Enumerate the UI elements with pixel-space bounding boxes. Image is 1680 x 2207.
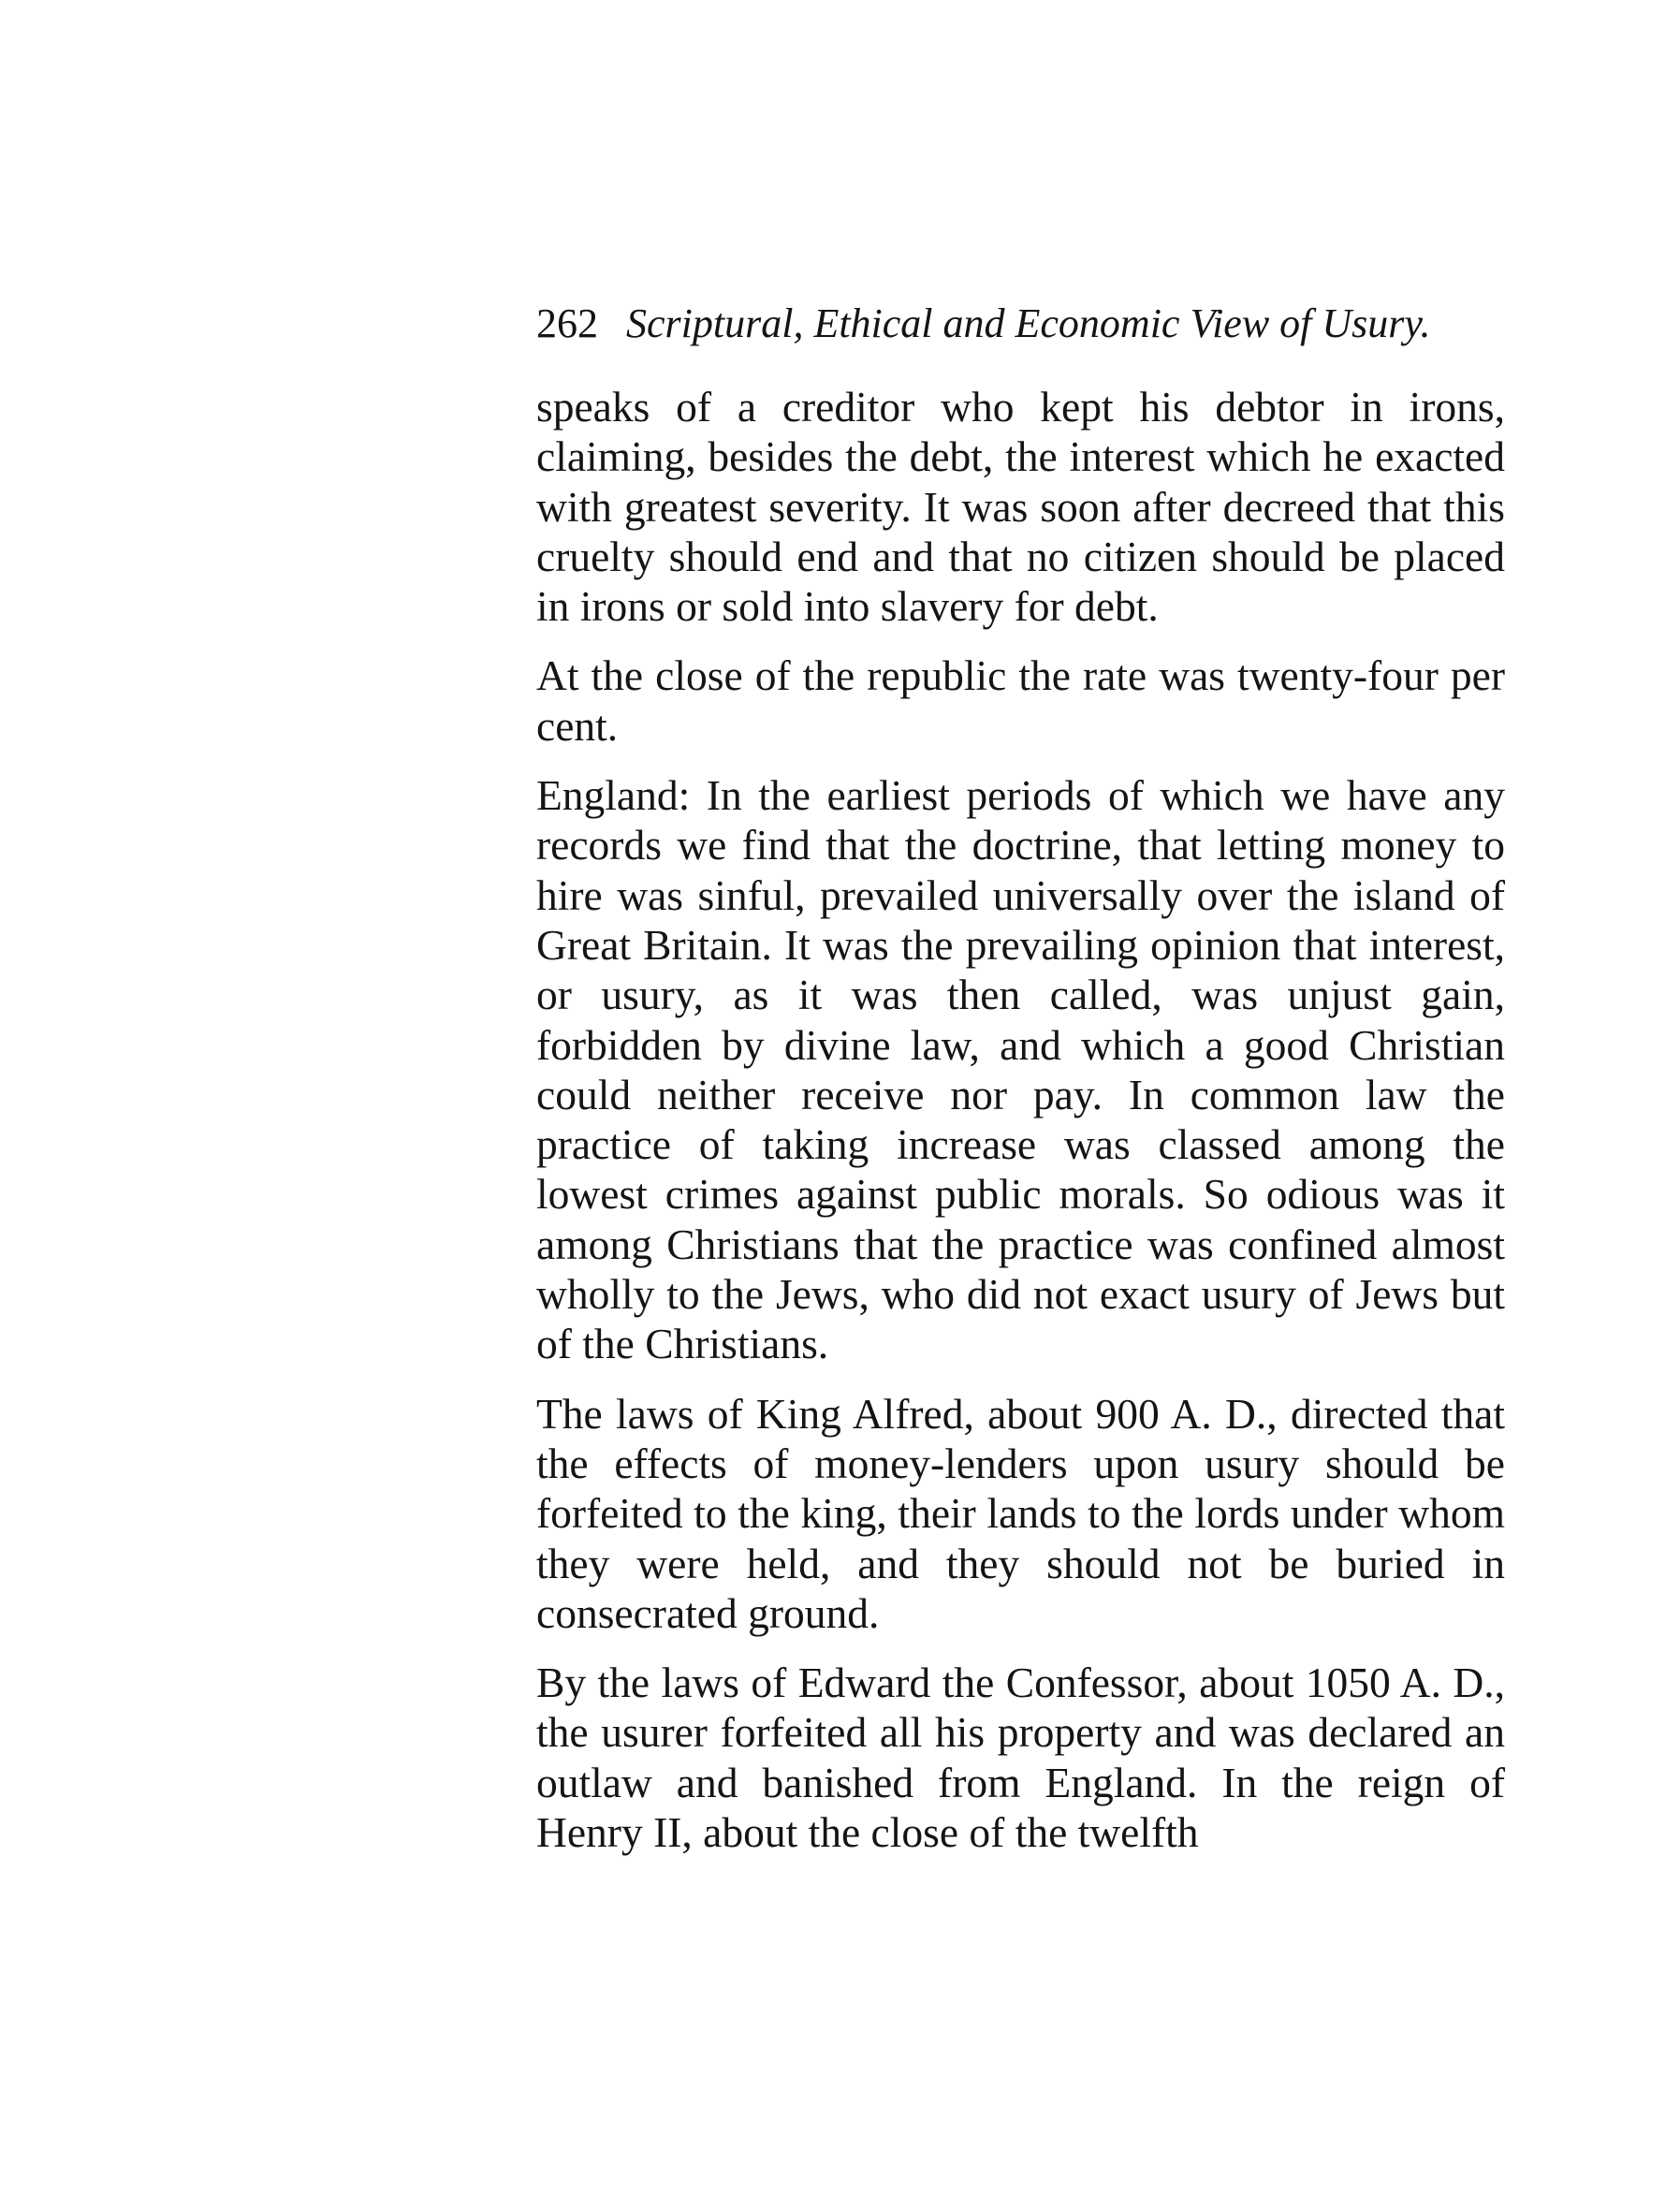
page-number: 262 bbox=[536, 300, 598, 346]
paragraph-edward-confessor: By the laws of Edward the Confessor, about 1050 A. D., the usurer forfeited all his property and was declared an outlaw and banished from England. In the reign of Henry II, about the close of the twelfth bbox=[536, 1659, 1505, 1857]
running-header bbox=[536, 298, 1510, 350]
paragraph-continuation: speaks of a creditor who kept his debtor in irons, claiming, besides the debt, the interest which he exacted with greatest severity. It was soon after decreed that this cruelty should end and that no citizen should be placed in irons or sold into slavery for debt. bbox=[536, 383, 1505, 631]
paragraph-republic-rate: At the close of the republic the rate was twenty-four per cent. bbox=[536, 651, 1505, 750]
body-text bbox=[536, 382, 1505, 1877]
paragraph-england: England: In the earliest periods of which we have any records we find that the doctrine, that letting money to hire was sinful, prevailed universally over the island of Great Britain. It was the prevailing opinion that interest, or usury, as it was then called, was unjust gain, forbidden by divine law, and which a good Christian could neither receive nor pay. In common law the practice of taking increase was classed among the lowest crimes against public morals. So odious was it among Christians that the practice was confined almost wholly to the Jews, who did not exact usury of Jews but of the Christians. bbox=[536, 771, 1505, 1368]
paragraph-king-alfred: The laws of King Alfred, about 900 A. D., directed that the effects of money-lenders upon usury should be forfeited to the king, their lands to the lords under whom they were held, and they should not be buried in consecrated ground. bbox=[536, 1389, 1505, 1637]
running-title: Scriptural, Ethical and Economic View of Usury. bbox=[626, 300, 1431, 346]
